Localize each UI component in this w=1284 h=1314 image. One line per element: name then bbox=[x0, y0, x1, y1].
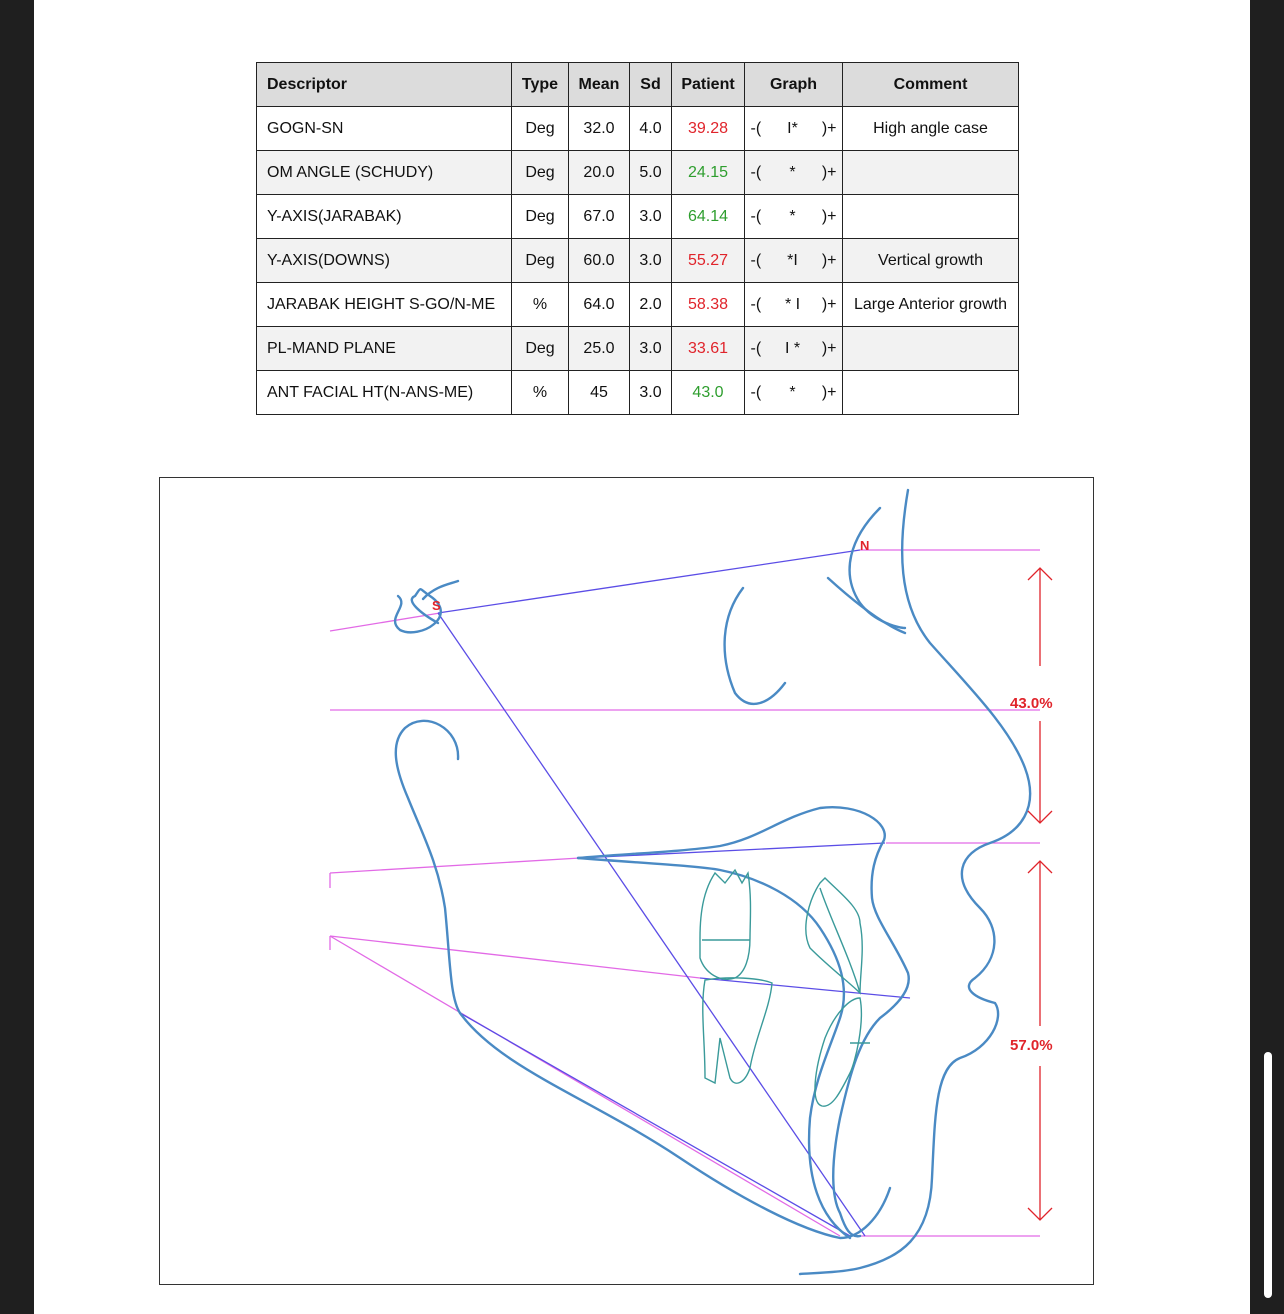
header-graph: Graph bbox=[745, 63, 843, 107]
mean-cell: 32.0 bbox=[569, 107, 630, 151]
upper-incisor-axis bbox=[820, 888, 860, 993]
graph-left-bound: -( bbox=[750, 119, 762, 137]
table-row bbox=[257, 107, 1019, 151]
mean-cell: 60.0 bbox=[569, 239, 630, 283]
type-cell: Deg bbox=[512, 151, 569, 195]
occlusal-plane bbox=[330, 936, 700, 978]
palatal-line bbox=[580, 843, 885, 858]
graph-marker: * bbox=[789, 163, 796, 181]
palatal-plane bbox=[330, 858, 580, 873]
table-row bbox=[257, 151, 1019, 195]
table-row bbox=[257, 283, 1019, 327]
sd-cell: 4.0 bbox=[630, 107, 672, 151]
graph-marker: I * bbox=[784, 339, 801, 357]
patient-value-cell: 64.14 bbox=[672, 195, 745, 239]
graph-right-bound: )+ bbox=[821, 295, 837, 313]
landmark-n-label: N bbox=[860, 538, 870, 553]
occlusal-line bbox=[700, 978, 910, 998]
graph-marker: * bbox=[789, 383, 796, 401]
upper-face-percentage: 43.0% bbox=[1010, 695, 1053, 712]
orbit-outline bbox=[725, 588, 785, 704]
table-row bbox=[257, 371, 1019, 415]
type-cell: % bbox=[512, 371, 569, 415]
descriptor-cell: JARABAK HEIGHT S-GO/N-ME bbox=[257, 283, 512, 327]
header-type: Type bbox=[512, 63, 569, 107]
graph-right-bound: )+ bbox=[821, 339, 837, 357]
lower-molar bbox=[703, 978, 772, 1083]
graph-cell bbox=[745, 327, 843, 371]
graph-cell bbox=[745, 151, 843, 195]
graph-marker: * bbox=[789, 207, 796, 225]
comment-cell: High angle case bbox=[843, 107, 1019, 151]
tracing-svg bbox=[160, 478, 1093, 1284]
comment-cell bbox=[843, 195, 1019, 239]
descriptor-cell: PL-MAND PLANE bbox=[257, 327, 512, 371]
y-axis-line bbox=[438, 613, 865, 1236]
patient-value-cell: 58.38 bbox=[672, 283, 745, 327]
mandible-lower-border bbox=[460, 1013, 890, 1238]
sn-line bbox=[438, 550, 860, 613]
graph-cell bbox=[745, 283, 843, 327]
graph-right-bound: )+ bbox=[821, 383, 837, 401]
graph-left-bound: -( bbox=[750, 295, 762, 313]
sd-cell: 3.0 bbox=[630, 327, 672, 371]
mean-cell: 64.0 bbox=[569, 283, 630, 327]
graph-marker: I* bbox=[787, 119, 798, 137]
mean-cell: 20.0 bbox=[569, 151, 630, 195]
sn-plane-extension bbox=[330, 613, 440, 631]
graph-marker: * I bbox=[784, 295, 801, 313]
patient-value-cell: 43.0 bbox=[672, 371, 745, 415]
sd-cell: 3.0 bbox=[630, 371, 672, 415]
type-cell: Deg bbox=[512, 327, 569, 371]
descriptor-cell: ANT FACIAL HT(N-ANS-ME) bbox=[257, 371, 512, 415]
report-page bbox=[34, 0, 1250, 1314]
graph-cell bbox=[745, 195, 843, 239]
type-cell: Deg bbox=[512, 107, 569, 151]
header-comment: Comment bbox=[843, 63, 1019, 107]
graph-left-bound: -( bbox=[750, 339, 762, 357]
mandibular-plane-line bbox=[460, 1013, 850, 1236]
maxilla-mandible-symphysis bbox=[578, 807, 909, 1236]
landmark-s-label: S bbox=[432, 598, 441, 613]
nasion-curve bbox=[850, 508, 905, 628]
graph-left-bound: -( bbox=[750, 383, 762, 401]
cephalometric-tracing bbox=[159, 477, 1094, 1285]
upper-molar bbox=[700, 870, 751, 979]
mean-cell: 25.0 bbox=[569, 327, 630, 371]
sd-cell: 3.0 bbox=[630, 195, 672, 239]
graph-cell bbox=[745, 239, 843, 283]
descriptor-cell: Y-AXIS(JARABAK) bbox=[257, 195, 512, 239]
graph-right-bound: )+ bbox=[821, 163, 837, 181]
header-descriptor: Descriptor bbox=[257, 63, 512, 107]
descriptor-cell: Y-AXIS(DOWNS) bbox=[257, 239, 512, 283]
sd-cell: 2.0 bbox=[630, 283, 672, 327]
comment-cell: Vertical growth bbox=[843, 239, 1019, 283]
graph-cell bbox=[745, 371, 843, 415]
graph-marker: *I bbox=[787, 251, 798, 269]
patient-value-cell: 55.27 bbox=[672, 239, 745, 283]
graph-left-bound: -( bbox=[750, 251, 762, 269]
graph-cell bbox=[745, 107, 843, 151]
sd-cell: 5.0 bbox=[630, 151, 672, 195]
graph-right-bound: )+ bbox=[821, 207, 837, 225]
mean-cell: 45 bbox=[569, 371, 630, 415]
comment-cell bbox=[843, 371, 1019, 415]
graph-right-bound: )+ bbox=[821, 251, 837, 269]
table-header-row bbox=[257, 63, 1019, 107]
table-row bbox=[257, 327, 1019, 371]
mean-cell: 67.0 bbox=[569, 195, 630, 239]
cephalometric-table bbox=[256, 62, 1019, 415]
comment-cell bbox=[843, 151, 1019, 195]
type-cell: Deg bbox=[512, 195, 569, 239]
lower-face-percentage: 57.0% bbox=[1010, 1037, 1053, 1054]
vertical-scrollbar[interactable] bbox=[1264, 1052, 1272, 1298]
clinoid-process bbox=[423, 581, 458, 599]
patient-value-cell: 39.28 bbox=[672, 107, 745, 151]
header-mean: Mean bbox=[569, 63, 630, 107]
patient-value-cell: 33.61 bbox=[672, 327, 745, 371]
comment-cell bbox=[843, 327, 1019, 371]
graph-left-bound: -( bbox=[750, 207, 762, 225]
descriptor-cell: GOGN-SN bbox=[257, 107, 512, 151]
header-sd: Sd bbox=[630, 63, 672, 107]
type-cell: Deg bbox=[512, 239, 569, 283]
patient-value-cell: 24.15 bbox=[672, 151, 745, 195]
graph-right-bound: )+ bbox=[821, 119, 837, 137]
header-patient: Patient bbox=[672, 63, 745, 107]
type-cell: % bbox=[512, 283, 569, 327]
graph-left-bound: -( bbox=[750, 163, 762, 181]
table-row bbox=[257, 195, 1019, 239]
table-row bbox=[257, 239, 1019, 283]
comment-cell: Large Anterior growth bbox=[843, 283, 1019, 327]
sd-cell: 3.0 bbox=[630, 239, 672, 283]
lower-incisor bbox=[815, 998, 861, 1106]
descriptor-cell: OM ANGLE (SCHUDY) bbox=[257, 151, 512, 195]
